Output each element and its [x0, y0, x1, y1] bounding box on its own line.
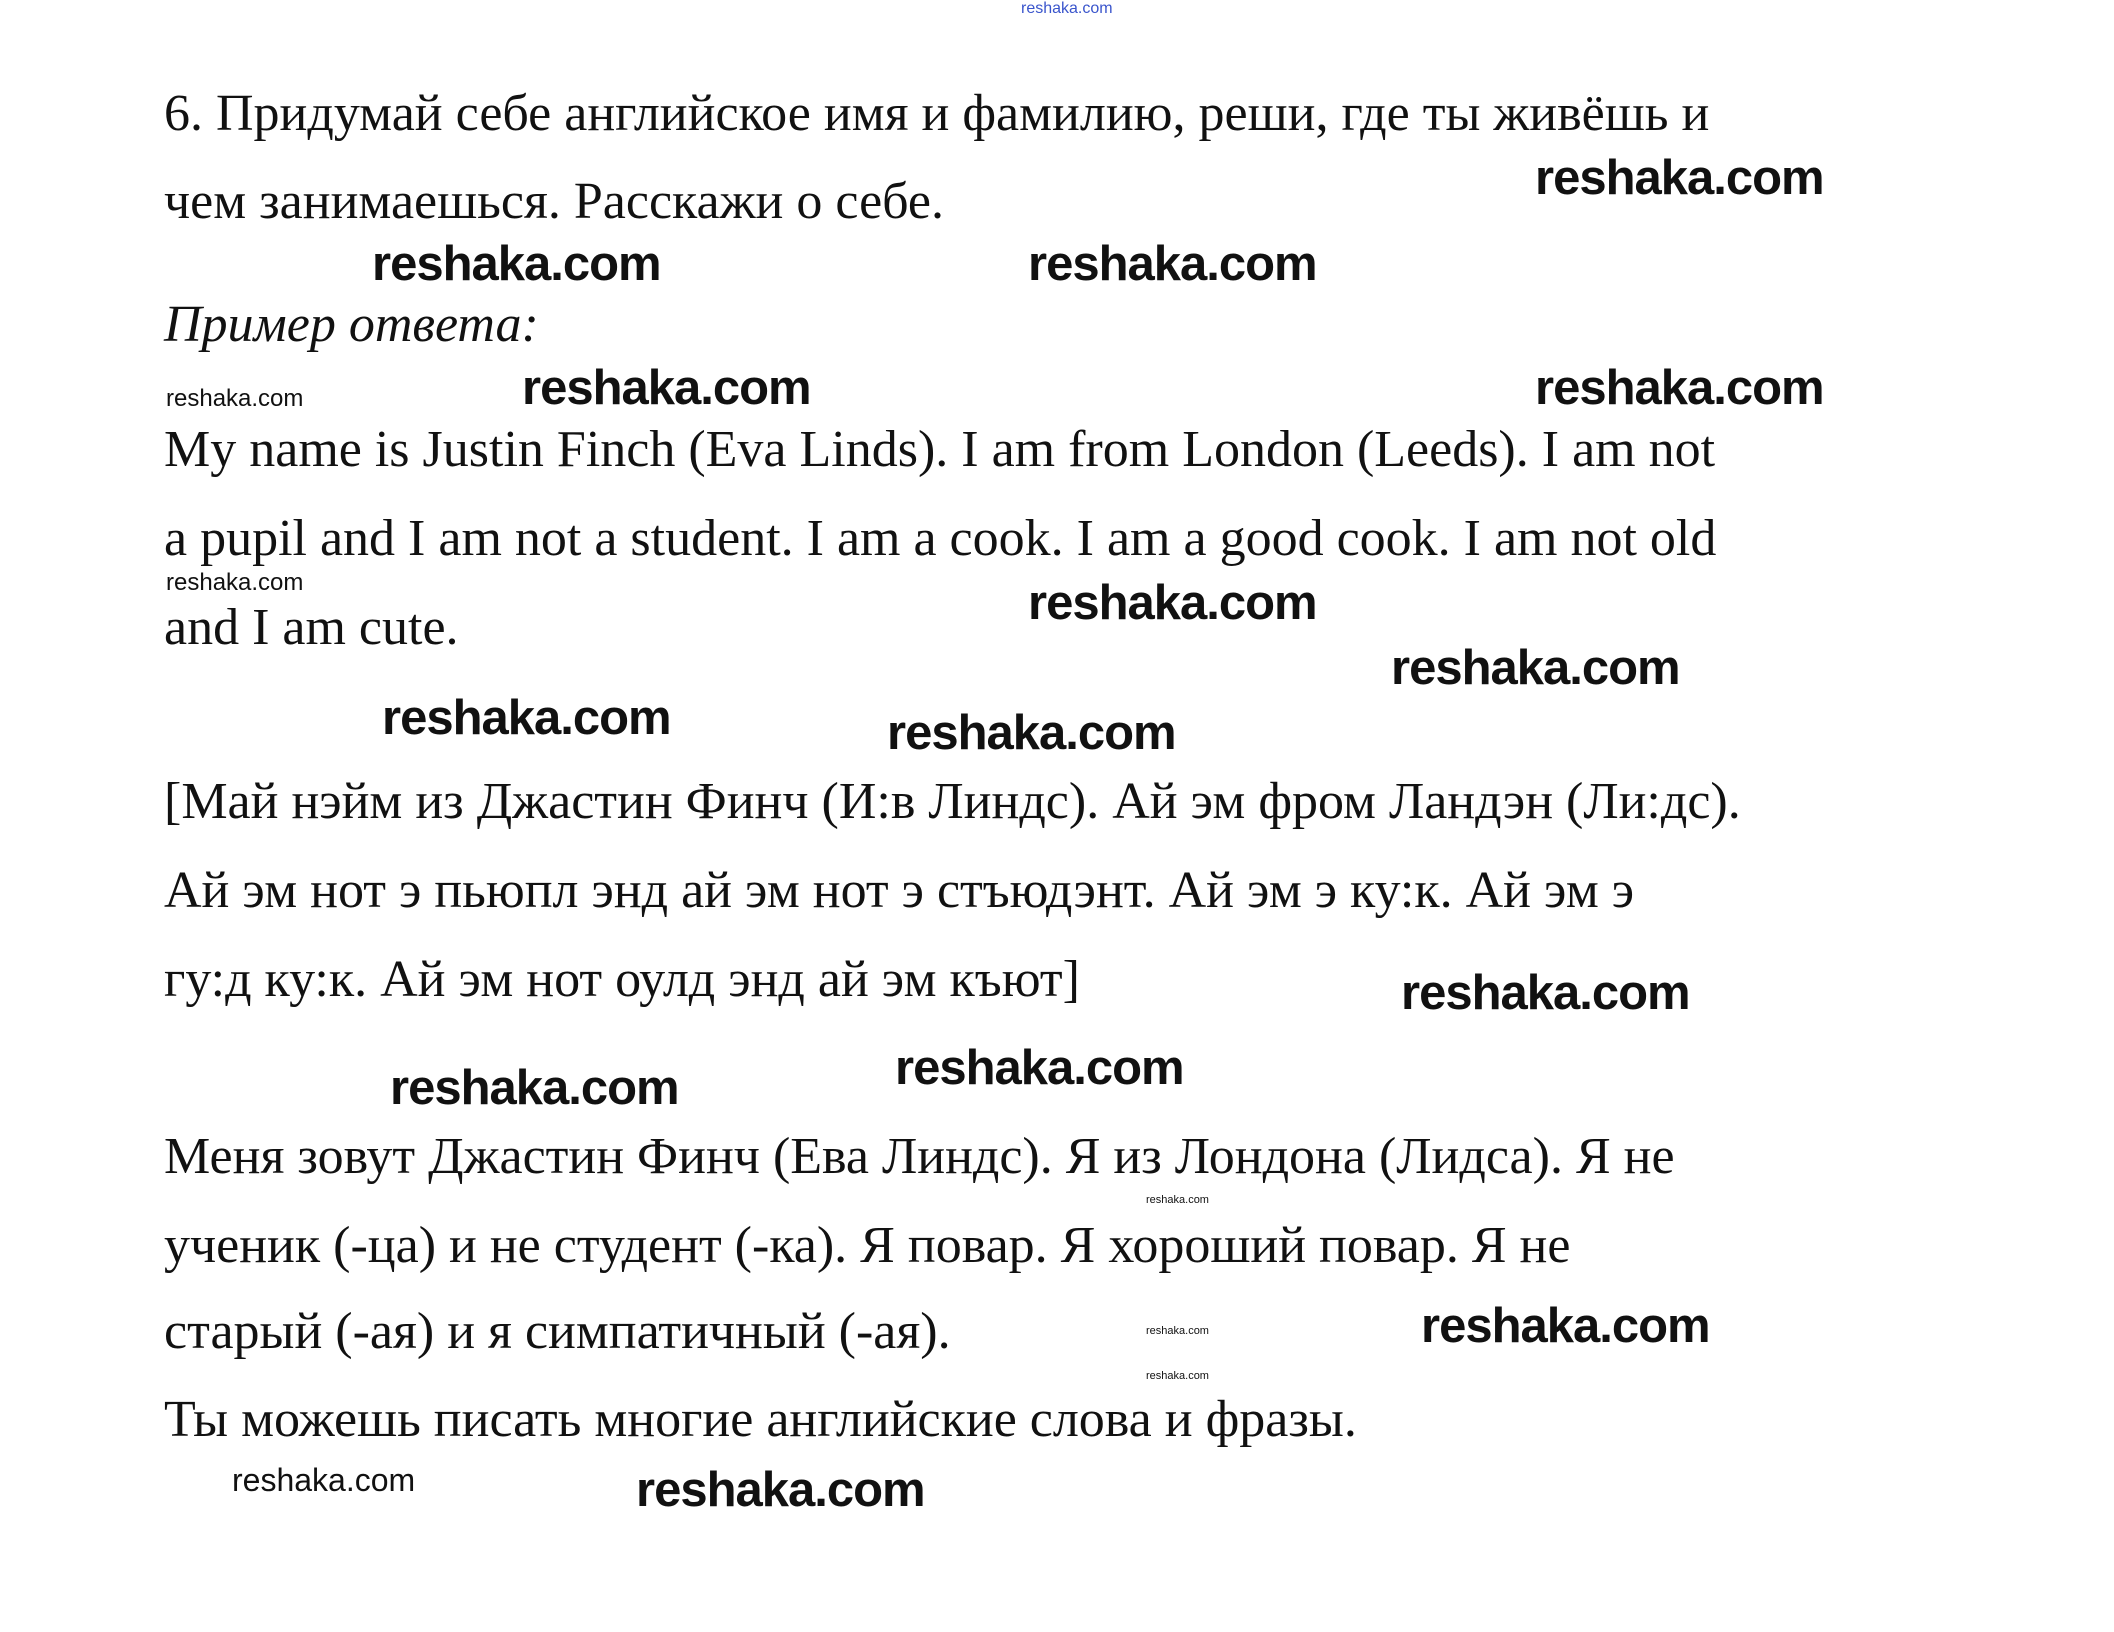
english-line-2: a pupil and I am not a student. I am a cook. I am a good cook. I am not old	[164, 510, 1717, 567]
watermark: reshaka.com	[895, 1041, 1184, 1095]
watermark: reshaka.com	[636, 1463, 925, 1517]
header-watermark: reshaka.com	[1021, 0, 1113, 17]
note-line: Ты можешь писать многие английские слова и фразы.	[164, 1391, 1357, 1448]
watermark: reshaka.com	[1028, 576, 1317, 630]
watermark: reshaka.com	[390, 1061, 679, 1115]
task-line-1: 6. Придумай себе английское имя и фамилию, реши, где ты живёшь и	[164, 85, 1710, 142]
watermark-small: reshaka.com	[232, 1462, 416, 1498]
english-line-1: My name is Justin Finch (Eva Linds). I am from London (Leeds). I am not	[164, 421, 1716, 478]
english-line-3: and I am cute.	[164, 599, 459, 656]
task-line-2: чем занимаешься. Расскажи о себе.	[164, 173, 944, 230]
watermark: reshaka.com	[1421, 1299, 1710, 1353]
translation-line-3: старый (-ая) и я симпатичный (-ая).	[164, 1303, 951, 1360]
transcription-line-1: [Май нэйм из Джастин Финч (И:в Линдс). Ай эм фром Ландэн (Ли:дс).	[164, 773, 1741, 830]
transcription-line-2: Ай эм нот э пьюпл энд ай эм нот э стъюдэнт. Ай эм э ку:к. Ай эм э	[164, 862, 1635, 919]
watermark-tiny: reshaka.com	[1146, 1194, 1209, 1206]
translation-line-2: ученик (-ца) и не студент (-ка). Я повар. Я хороший повар. Я не	[164, 1217, 1571, 1274]
watermark: reshaka.com	[1535, 151, 1824, 205]
watermark-tiny: reshaka.com	[1146, 1325, 1209, 1337]
watermark: reshaka.com	[372, 237, 661, 291]
transcription-line-3: гу:д ку:к. Ай эм нот оулд энд ай эм къют]	[164, 951, 1080, 1008]
watermark: reshaka.com	[1028, 237, 1317, 291]
watermark-tiny: reshaka.com	[1146, 1370, 1209, 1382]
watermark: reshaka.com	[1401, 966, 1690, 1020]
watermark-small: reshaka.com	[166, 569, 304, 596]
watermark: reshaka.com	[887, 706, 1176, 760]
watermark: reshaka.com	[1535, 361, 1824, 415]
watermark: reshaka.com	[382, 691, 671, 745]
example-label: Пример ответа:	[164, 296, 539, 353]
watermark-small: reshaka.com	[166, 385, 304, 412]
watermark: reshaka.com	[522, 361, 811, 415]
watermark: reshaka.com	[1391, 641, 1680, 695]
translation-line-1: Меня зовут Джастин Финч (Ева Линдс). Я из Лондона (Лидса). Я не	[164, 1128, 1675, 1185]
